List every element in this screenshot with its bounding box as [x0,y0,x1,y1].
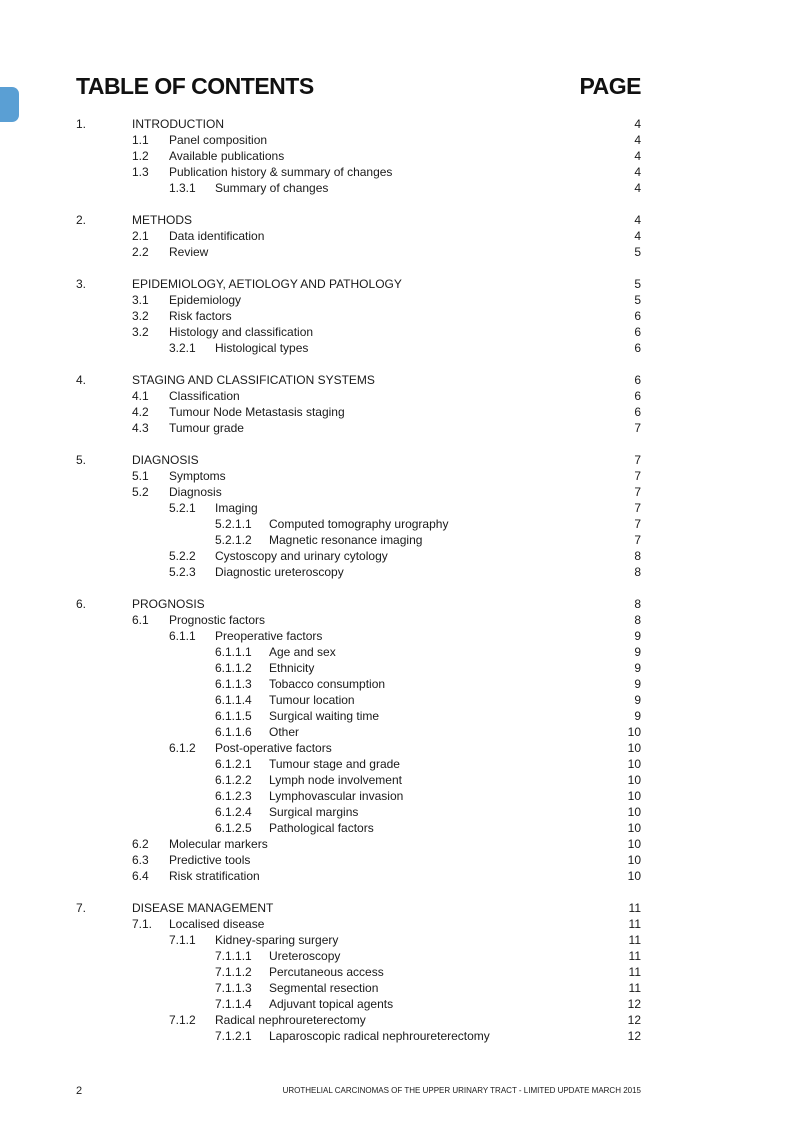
toc-entry[interactable] [0,1028,793,1044]
toc-entry[interactable] [0,836,793,852]
toc-entry-title: Classification [169,389,240,403]
toc-entry-title: Diagnosis [169,485,222,499]
toc-entry-title: STAGING AND CLASSIFICATION SYSTEMS [132,373,375,387]
toc-entry-page: 10 [627,821,641,835]
toc-entry-number: 3.2 [132,309,149,323]
toc-entry-title: Localised disease [169,917,265,931]
toc-list [0,116,793,1044]
toc-entry-title: Ureteroscopy [269,949,341,963]
toc-entry-number: 6.1.1 [169,629,196,643]
toc-entry-number: 7.1. [132,917,153,931]
toc-entry[interactable] [0,324,793,340]
toc-entry-page: 9 [634,645,641,659]
toc-entry-number: 2.1 [132,229,149,243]
toc-entry-page: 10 [627,757,641,771]
toc-entry[interactable] [0,292,793,308]
page-number: 2 [76,1085,83,1097]
toc-entry-number: 5.1 [132,469,149,483]
toc-entry-title: PROGNOSIS [132,597,205,611]
toc-entry-page: 7 [634,517,641,531]
toc-entry-title: Surgical waiting time [269,709,380,723]
toc-entry[interactable] [0,932,793,948]
toc-entry-title: Percutaneous access [269,965,384,979]
toc-entry-page: 10 [627,869,641,883]
toc-entry-page: 11 [628,917,641,931]
toc-entry-title: Review [169,245,209,259]
toc-entry[interactable] [0,1012,793,1028]
toc-entry-number: 4.3 [132,421,149,435]
toc-entry-number: 6.1 [132,613,149,627]
toc-entry-page: 8 [634,613,641,627]
page-column-label: PAGE [579,73,641,99]
toc-entry-number: 4.2 [132,405,149,419]
toc-entry-page: 10 [627,805,641,819]
toc-entry-number: 2.2 [132,245,149,259]
toc-entry[interactable] [0,900,793,916]
toc-entry-number: 6.3 [132,853,149,867]
toc-entry[interactable] [0,756,793,772]
toc-entry-number: 4.1 [132,389,149,403]
toc-entry-page: 7 [634,453,641,467]
toc-entry-page: 11 [628,933,641,947]
toc-entry[interactable] [0,740,793,756]
toc-entry-title: Cystoscopy and urinary cytology [215,549,388,563]
toc-entry[interactable] [0,628,793,644]
toc-entry-number: 5.2.2 [169,549,196,563]
toc-entry[interactable] [0,340,793,356]
toc-entry[interactable] [0,372,793,388]
toc-entry-title: Histological types [215,341,309,355]
toc-entry-page: 10 [627,773,641,787]
toc-entry-page: 10 [627,789,641,803]
toc-entry-page: 8 [634,565,641,579]
toc-entry-number: 6.1.1.3 [215,677,252,691]
toc-entry[interactable] [0,948,793,964]
toc-entry-title: METHODS [132,213,192,227]
toc-entry[interactable] [0,148,793,164]
toc-entry-page: 9 [634,693,641,707]
toc-entry-number: 1.3 [132,165,149,179]
toc-entry[interactable] [0,276,793,292]
toc-entry-title: Prognostic factors [169,613,266,627]
toc-entry-title: DIAGNOSIS [132,453,199,467]
toc-entry-page: 9 [634,629,641,643]
page-footer [76,1084,641,1098]
toc-entry-title: Preoperative factors [215,629,323,643]
toc-entry-page: 4 [634,117,641,131]
toc-entry[interactable] [0,964,793,980]
toc-entry-number: 7.1.1.4 [215,997,252,1011]
toc-entry-title: Symptoms [169,469,226,483]
toc-entry[interactable] [0,180,793,196]
toc-entry-page: 8 [634,549,641,563]
toc-entry[interactable] [0,468,793,484]
toc-entry-page: 6 [634,389,641,403]
toc-entry[interactable] [0,788,793,804]
toc-entry[interactable] [0,244,793,260]
toc-entry-number: 3. [76,277,87,291]
toc-entry-title: Adjuvant topical agents [269,997,394,1011]
toc-entry-page: 9 [634,677,641,691]
toc-entry-page: 4 [634,229,641,243]
toc-entry[interactable] [0,564,793,580]
toc-entry[interactable] [0,132,793,148]
toc-entry-title: INTRODUCTION [132,117,224,131]
toc-entry-title: Post-operative factors [215,741,332,755]
toc-entry[interactable] [0,404,793,420]
toc-entry-number: 1. [76,117,87,131]
toc-entry[interactable] [0,804,793,820]
toc-entry[interactable] [0,596,793,612]
toc-entry-number: 7.1.2 [169,1013,196,1027]
toc-entry-title: Imaging [215,501,258,515]
toc-entry-page: 12 [627,1029,641,1043]
toc-entry-title: Magnetic resonance imaging [269,533,423,547]
toc-entry-title: Pathological factors [269,821,374,835]
toc-entry-number: 2. [76,213,87,227]
toc-entry-title: Data identification [169,229,265,243]
toc-entry-page: 11 [628,949,641,963]
toc-entry-title: Histology and classification [169,325,314,339]
toc-entry[interactable] [0,660,793,676]
toc-entry-page: 11 [628,901,641,915]
toc-entry[interactable] [0,612,793,628]
toc-entry-number: 6.1.2.3 [215,789,252,803]
toc-entry-title: Surgical margins [269,805,359,819]
toc-entry-number: 5.2.3 [169,565,196,579]
toc-entry[interactable] [0,484,793,500]
toc-entry-page: 10 [627,853,641,867]
toc-entry-page: 10 [627,741,641,755]
toc-entry-page: 7 [634,501,641,515]
toc-entry-number: 5. [76,453,87,467]
toc-entry-page: 10 [627,725,641,739]
toc-entry-page: 4 [634,165,641,179]
toc-entry-number: 3.2.1 [169,341,196,355]
toc-entry[interactable] [0,228,793,244]
toc-entry-page: 12 [627,997,641,1011]
toc-entry[interactable] [0,308,793,324]
toc-entry-page: 6 [634,373,641,387]
toc-entry-page: 4 [634,213,641,227]
toc-entry-page: 4 [634,149,641,163]
toc-entry-title: Panel composition [169,133,268,147]
toc-entry[interactable] [0,116,793,132]
toc-entry-number: 6.4 [132,869,149,883]
toc-entry-page: 5 [634,245,641,259]
toc-entry-title: Ethnicity [269,661,315,675]
toc-entry[interactable] [0,852,793,868]
toc-entry-title: Summary of changes [215,181,329,195]
toc-entry-page: 7 [634,469,641,483]
toc-entry[interactable] [0,532,793,548]
toc-entry[interactable] [0,388,793,404]
toc-entry-number: 7.1.1.3 [215,981,252,995]
toc-entry-number: 6.1.1.6 [215,725,252,739]
document-title: UROTHELIAL CARCINOMAS OF THE UPPER URINARY TRACT - LIMITED UPDATE MARCH 2015 [282,1086,641,1095]
toc-entry-number: 7.1.2.1 [215,1029,252,1043]
toc-entry-title: Kidney-sparing surgery [215,933,339,947]
toc-entry-number: 6.1.1.5 [215,709,252,723]
toc-entry-page: 5 [634,277,641,291]
toc-entry-number: 3.1 [132,293,149,307]
toc-entry-title: Computed tomography urography [269,517,449,531]
toc-entry-number: 6.1.1.2 [215,661,252,675]
toc-entry-title: Risk factors [169,309,232,323]
toc-entry-title: DISEASE MANAGEMENT [132,901,274,915]
toc-entry-title: Molecular markers [169,837,268,851]
toc-entry[interactable] [0,772,793,788]
toc-entry-page: 11 [628,965,641,979]
toc-entry-number: 1.1 [132,133,149,147]
toc-entry[interactable] [0,644,793,660]
toc-entry-number: 5.2.1.2 [215,533,252,547]
toc-entry-page: 4 [634,133,641,147]
toc-entry-title: Tumour Node Metastasis staging [169,405,345,419]
toc-entry-number: 6.1.2.4 [215,805,252,819]
toc-entry-title: Available publications [169,149,285,163]
toc-entry[interactable] [0,676,793,692]
toc-entry-title: Epidemiology [169,293,242,307]
toc-entry-number: 1.3.1 [169,181,196,195]
toc-entry[interactable] [0,996,793,1012]
toc-entry-number: 6.2 [132,837,149,851]
toc-title: TABLE OF CONTENTS [76,73,314,99]
toc-entry-title: Lymphovascular invasion [269,789,404,803]
toc-entry-number: 1.2 [132,149,149,163]
toc-entry[interactable] [0,708,793,724]
toc-entry[interactable] [0,916,793,932]
toc-entry-title: Tumour grade [169,421,244,435]
toc-entry[interactable] [0,516,793,532]
toc-entry-title: Publication history & summary of changes [169,165,393,179]
toc-entry-page: 7 [634,421,641,435]
toc-entry-number: 7. [76,901,87,915]
toc-entry-page: 9 [634,661,641,675]
toc-entry-title: Other [269,725,300,739]
toc-entry[interactable] [0,452,793,468]
toc-entry-page: 8 [634,597,641,611]
toc-entry-title: Risk stratification [169,869,260,883]
toc-entry[interactable] [0,820,793,836]
toc-entry[interactable] [0,868,793,884]
toc-entry-page: 6 [634,309,641,323]
toc-entry-title: Tobacco consumption [269,677,386,691]
toc-entry-page: 6 [634,405,641,419]
toc-entry[interactable] [0,692,793,708]
toc-entry-page: 11 [628,981,641,995]
toc-entry-title: EPIDEMIOLOGY, AETIOLOGY AND PATHOLOGY [132,277,402,291]
toc-entry-page: 7 [634,533,641,547]
toc-entry-number: 6.1.2.1 [215,757,252,771]
toc-entry-page: 10 [627,837,641,851]
toc-entry-number: 5.2.1 [169,501,196,515]
toc-entry-title: Tumour location [269,693,355,707]
toc-entry-page: 9 [634,709,641,723]
toc-entry-number: 3.2 [132,325,149,339]
toc-entry[interactable] [0,724,793,740]
toc-entry[interactable] [0,164,793,180]
toc-entry-number: 6. [76,597,87,611]
toc-entry-number: 4. [76,373,87,387]
toc-entry-number: 6.1.1.4 [215,693,252,707]
toc-entry[interactable] [0,420,793,436]
toc-entry-title: Predictive tools [169,853,251,867]
toc-entry-title: Age and sex [269,645,336,659]
toc-entry-title: Laparoscopic radical nephroureterectomy [269,1029,490,1043]
toc-entry-page: 7 [634,485,641,499]
toc-entry[interactable] [0,548,793,564]
toc-entry-number: 7.1.1.1 [215,949,252,963]
toc-entry-number: 7.1.1 [169,933,196,947]
toc-entry-title: Lymph node involvement [269,773,402,787]
toc-header [76,73,641,103]
toc-entry-page: 6 [634,325,641,339]
toc-entry-title: Diagnostic ureteroscopy [215,565,344,579]
toc-entry[interactable] [0,500,793,516]
toc-entry-page: 12 [627,1013,641,1027]
toc-entry-number: 6.1.2.2 [215,773,252,787]
toc-entry-number: 6.1.2 [169,741,196,755]
toc-entry-number: 6.1.2.5 [215,821,252,835]
toc-entry-page: 5 [634,293,641,307]
toc-entry-number: 6.1.1.1 [215,645,252,659]
toc-entry-number: 5.2.1.1 [215,517,252,531]
toc-entry[interactable] [0,980,793,996]
toc-entry-title: Segmental resection [269,981,379,995]
toc-entry-page: 6 [634,341,641,355]
toc-entry-number: 5.2 [132,485,149,499]
toc-entry-page: 4 [634,181,641,195]
toc-entry-number: 7.1.1.2 [215,965,252,979]
toc-entry-title: Radical nephroureterectomy [215,1013,366,1027]
toc-entry-title: Tumour stage and grade [269,757,400,771]
toc-entry[interactable] [0,212,793,228]
